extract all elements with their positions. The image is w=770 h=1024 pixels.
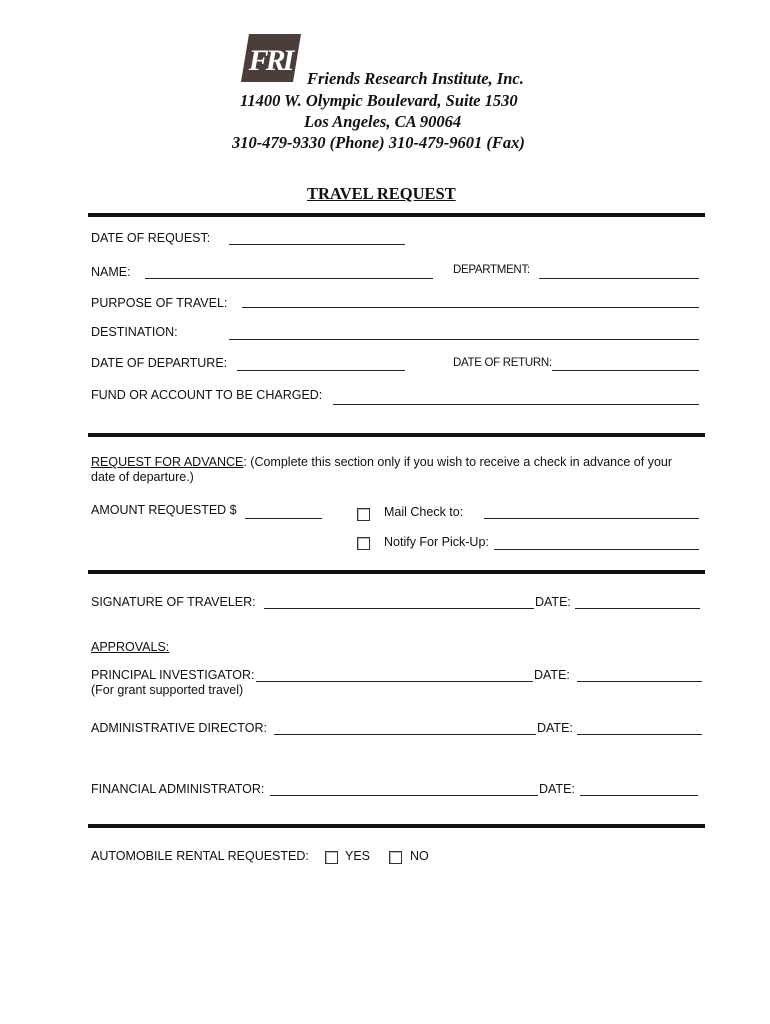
financial-admin-field[interactable] <box>270 795 538 796</box>
divider-rule <box>88 824 705 828</box>
rental-no-label: NO <box>410 849 429 863</box>
fri-logo-icon <box>241 34 301 82</box>
date-of-departure-label: DATE OF DEPARTURE: <box>91 356 228 370</box>
pi-note: (For grant supported travel) <box>91 683 244 697</box>
date-of-request-label: DATE OF REQUEST: <box>91 231 211 245</box>
advance-heading: REQUEST FOR ADVANCE <box>91 455 244 469</box>
purpose-field[interactable] <box>242 307 699 308</box>
financial-admin-date-field[interactable] <box>580 795 698 796</box>
financial-admin-date-label: DATE: <box>539 782 575 796</box>
org-name: Friends Research Institute, Inc. <box>307 69 524 88</box>
fund-account-label: FUND OR ACCOUNT TO BE CHARGED: <box>91 388 323 402</box>
principal-investigator-field[interactable] <box>256 681 533 682</box>
notify-pickup-label: Notify For Pick-Up: <box>384 535 489 549</box>
notify-pickup-field[interactable] <box>494 549 699 550</box>
form-title: TRAVEL REQUEST <box>307 184 456 203</box>
svg-text:FRI: FRI <box>248 44 292 77</box>
pi-date-label: DATE: <box>534 668 570 682</box>
purpose-label: PURPOSE OF TRAVEL: <box>91 296 228 310</box>
rental-no-checkbox[interactable] <box>389 851 402 864</box>
admin-director-label: ADMINISTRATIVE DIRECTOR: <box>91 721 267 735</box>
date-of-return-label: DATE OF RETURN: <box>453 357 552 369</box>
divider-rule <box>88 213 705 217</box>
divider-rule <box>88 570 705 574</box>
pi-date-field[interactable] <box>577 681 702 682</box>
advance-instructions-line-2: date of departure.) <box>91 470 194 484</box>
traveler-signature-field[interactable] <box>264 608 534 609</box>
notify-pickup-checkbox[interactable] <box>357 537 370 550</box>
amount-requested-field[interactable] <box>245 518 322 519</box>
automobile-rental-label: AUTOMOBILE RENTAL REQUESTED: <box>91 849 309 863</box>
traveler-date-label: DATE: <box>535 595 571 609</box>
advance-instructions-line-1: : (Complete this section only if you wish to receive a check in advance of your <box>243 455 673 469</box>
address-line-1: 11400 W. Olympic Boulevard, Suite 1530 <box>240 91 518 110</box>
name-label: NAME: <box>91 265 131 279</box>
date-of-return-field[interactable] <box>552 370 699 371</box>
admin-director-date-field[interactable] <box>577 734 702 735</box>
fund-account-field[interactable] <box>333 404 699 405</box>
fri-logo <box>241 34 301 82</box>
department-label: DEPARTMENT: <box>453 264 530 276</box>
approvals-heading: APPROVALS: <box>91 640 170 654</box>
mail-check-field[interactable] <box>484 518 699 519</box>
date-of-departure-field[interactable] <box>237 370 405 371</box>
rental-yes-checkbox[interactable] <box>325 851 338 864</box>
traveler-signature-label: SIGNATURE OF TRAVELER: <box>91 595 256 609</box>
phone-fax: 310-479-9330 (Phone) 310-479-9601 (Fax) <box>232 133 525 152</box>
admin-director-field[interactable] <box>274 734 536 735</box>
rental-yes-label: YES <box>345 849 371 863</box>
admin-director-date-label: DATE: <box>537 721 573 735</box>
address-line-2: Los Angeles, CA 90064 <box>304 112 462 131</box>
advance-instructions <box>91 455 672 469</box>
amount-requested-label: AMOUNT REQUESTED $ <box>91 503 237 517</box>
mail-check-label: Mail Check to: <box>384 505 464 519</box>
principal-investigator-label: PRINCIPAL INVESTIGATOR: <box>91 668 255 682</box>
destination-label: DESTINATION: <box>91 325 178 339</box>
department-field[interactable] <box>539 278 699 279</box>
name-field[interactable] <box>145 278 433 279</box>
traveler-date-field[interactable] <box>575 608 700 609</box>
divider-rule <box>88 433 705 437</box>
destination-field[interactable] <box>229 339 699 340</box>
financial-admin-label: FINANCIAL ADMINISTRATOR: <box>91 782 265 796</box>
mail-check-checkbox[interactable] <box>357 508 370 521</box>
date-of-request-field[interactable] <box>229 244 405 245</box>
